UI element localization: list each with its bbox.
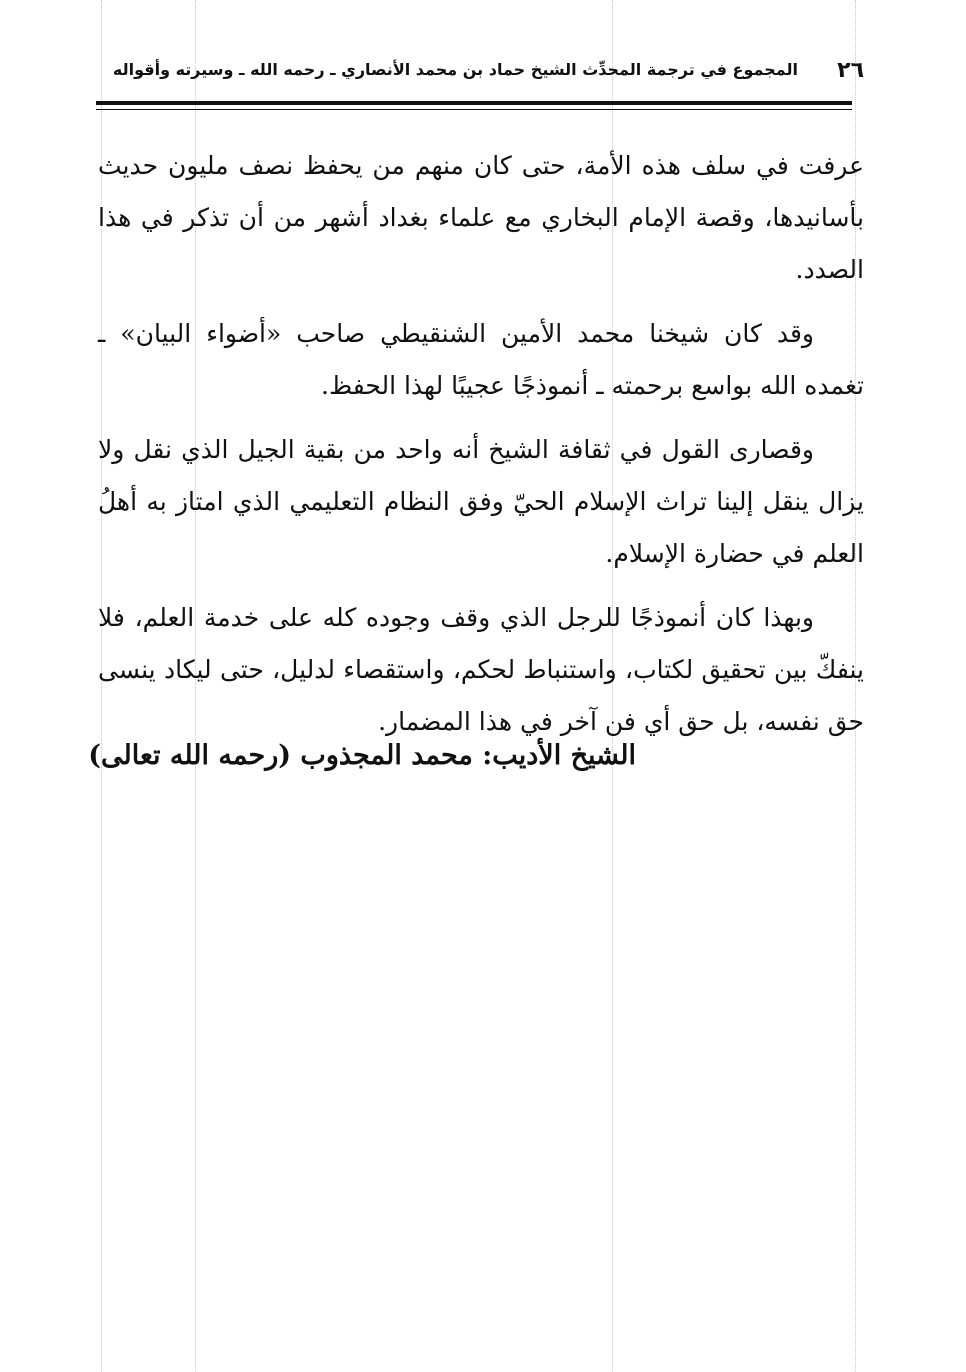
paragraph: وقصارى القول في ثقافة الشيخ أنه واحد من بقية الجيل الذي نقل ولا يزال ينقل إلينا تراث الإسلام الحيّ وفق النظام التعليمي الذي امتاز به أهلُ العلم في حضارة الإسلام.: [98, 435, 864, 568]
running-title: المجموع في ترجمة المحدِّث الشيخ حماد بن محمد الأنصاري ـ رحمه الله ـ وسيرته وأقواله: [112, 60, 798, 79]
header-rule-thin: [96, 109, 852, 110]
section-heading: الشيخ الأديب: محمد المجذوب (رحمه الله تعالى): [88, 740, 636, 771]
paragraph: عرفت في سلف هذه الأمة، حتى كان منهم من يحفظ نصف مليون حديث بأسانيدها، وقصة الإمام البخاري مع علماء بغداد أشهر من أن تذكر في هذا الصدد.: [98, 151, 864, 284]
page-number: ٢٦: [837, 58, 864, 83]
header-rule-thick: [96, 101, 852, 105]
body-text: [98, 140, 864, 760]
paragraph: وبهذا كان أنموذجًا للرجل الذي وقف وجوده كله على خدمة العلم، فلا ينفكّ بين تحقيق لكتاب، واستنباط لحكم، واستقصاء لدليل، حتى ليكاد ينسى حق نفسه، بل حق أي فن آخر في هذا المضمار.: [98, 603, 864, 736]
page-header: [98, 52, 864, 92]
paragraph: وقد كان شيخنا محمد الأمين الشنقيطي صاحب «أضواء البيان» ـ تغمده الله بواسع برحمته ـ أنموذجًا عجيبًا لهذا الحفظ.: [98, 319, 864, 400]
